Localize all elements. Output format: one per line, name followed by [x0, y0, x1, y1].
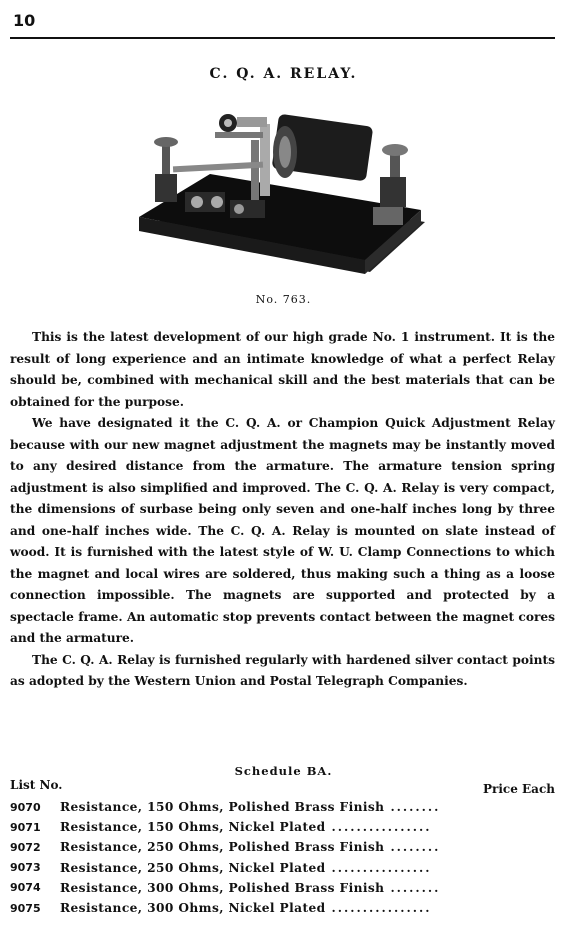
schedule-list	[10, 797, 555, 918]
page-title: C. Q. A. RELAY.	[209, 66, 358, 82]
item-description: Resistance, 300 Ohms, Polished Brass Finish	[60, 880, 385, 895]
list-no-header: List No.	[10, 778, 63, 792]
dot-leader: ........	[390, 840, 441, 855]
list-number: 9074	[10, 881, 41, 895]
schedule-title: Schedule BA.	[234, 764, 333, 778]
dot-leader: ........	[390, 800, 441, 815]
list-item	[10, 878, 555, 898]
dot-leader: ................	[331, 901, 432, 916]
header-rule	[10, 37, 555, 39]
item-description: Resistance, 150 Ohms, Nickel Plated	[60, 820, 326, 835]
paragraph: The C. Q. A. Relay is furnished regularly with hardened silver contact points as adopted by the Western Union and Postal Telegraph Companies.	[10, 652, 555, 688]
dot-leader: ................	[331, 860, 432, 875]
figure-caption: No. 763.	[255, 293, 312, 306]
page-number: 10	[13, 11, 36, 30]
relay-image	[125, 112, 445, 282]
paragraph: We have designated it the C. Q. A. or Champion Quick Adjustment Relay because with our new magnet adjustment the magnets may be instantly moved to any desired distance from the armature. The armature tension spring adjustment is also simplified and improved. The C. Q. A. Relay is very compact, the dimensions of surbase being only seven and one-half inches long by three and one-half inches wide. The C. Q. A. Relay is mounted on slate instead of wood. It is furnished with the latest style of W. U. Clamp Connections to which the magnet and local wires are soldered, thus making such a thing as a loose connection impossible. The magnets are supported and protected by a spectacle frame. An automatic stop prevents contact between the magnet cores and the armature.	[10, 416, 555, 645]
list-item	[10, 817, 555, 837]
relay-illustration	[125, 112, 445, 282]
list-number: 9072	[10, 840, 41, 854]
list-number: 9071	[10, 820, 41, 834]
list-number: 9075	[10, 901, 41, 915]
dot-leader: ........	[390, 880, 441, 895]
item-description: Resistance, 250 Ohms, Nickel Plated	[60, 860, 326, 875]
paragraph: This is the latest development of our high grade No. 1 instrument. It is the result of long experience and an intimate knowledge of what a perfect Relay should be, combined with mechanical skill and the best materials that can be obtained for the purpose.	[10, 330, 555, 409]
item-description: Resistance, 250 Ohms, Polished Brass Finish	[60, 840, 385, 855]
dot-leader: ................	[331, 820, 432, 835]
item-description: Resistance, 150 Ohms, Polished Brass Finish	[60, 800, 385, 815]
list-item	[10, 837, 555, 857]
list-number: 9073	[10, 861, 41, 875]
price-header: Price Each	[483, 782, 555, 796]
list-item	[10, 898, 555, 918]
list-item	[10, 858, 555, 878]
item-description: Resistance, 300 Ohms, Nickel Plated	[60, 901, 326, 916]
list-item	[10, 797, 555, 817]
body-text	[10, 327, 555, 693]
list-number: 9070	[10, 800, 41, 814]
